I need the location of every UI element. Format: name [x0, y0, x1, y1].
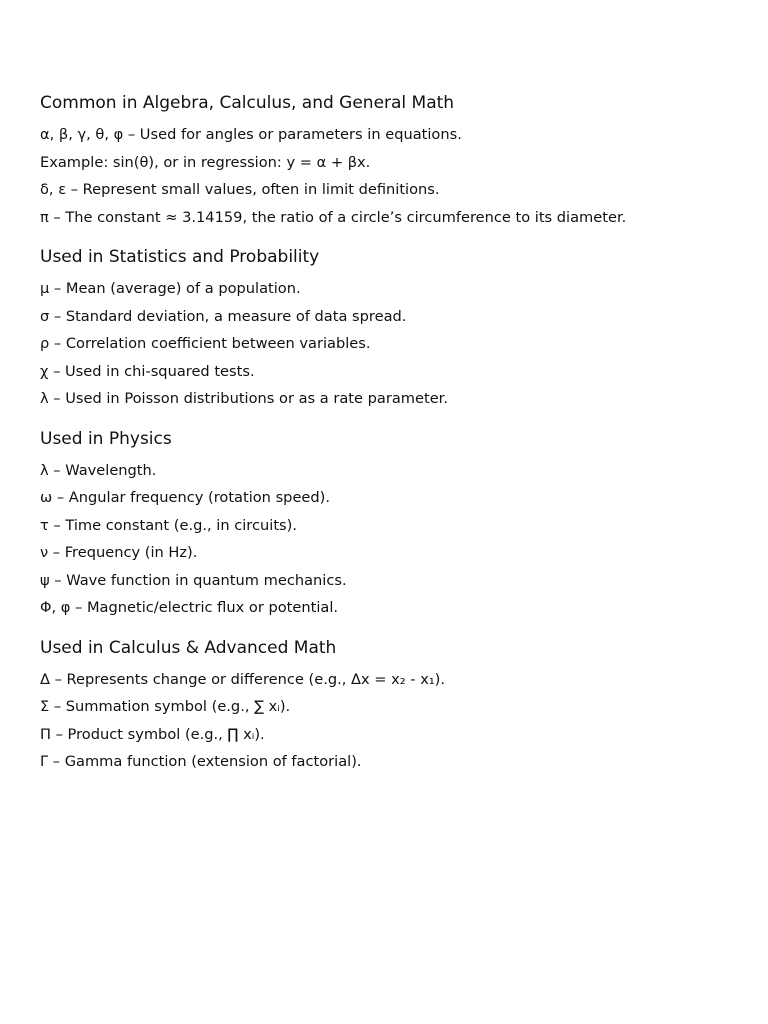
section-title: Used in Calculus & Advanced Math	[40, 637, 337, 658]
section-title: Used in Statistics and Probability	[40, 247, 320, 267]
list-item: μ – Mean (average) of a population.	[40, 280, 301, 297]
list-item: Π – Product symbol (e.g., ∏ xᵢ).	[40, 725, 265, 743]
list-item: χ – Used in chi-squared tests.	[40, 362, 255, 380]
list-item: Σ – Summation symbol (e.g., ∑ xᵢ).	[40, 698, 291, 715]
list-item: ν – Frequency (in Hz).	[40, 544, 198, 561]
list-item: λ – Used in Poisson distributions or as a rate parameter.	[40, 390, 448, 407]
document-page	[40, 91, 738, 790]
section-statistics	[40, 245, 738, 413]
list-item: ρ – Correlation coefficient between variables.	[40, 335, 371, 352]
list-item: τ – Time constant (e.g., in circuits).	[40, 516, 297, 534]
list-item: Φ, φ – Magnetic/electric flux or potential.	[40, 599, 339, 616]
section-advanced-math	[40, 636, 738, 776]
list-item: ω – Angular frequency (rotation speed).	[40, 489, 330, 506]
list-item: Δ – Represents change or difference (e.g., Δx = x₂ - x₁).	[40, 670, 446, 688]
list-item: λ – Wavelength.	[40, 461, 157, 479]
list-item: α, β, γ, θ, φ – Used for angles or parameters in equations.	[40, 126, 462, 143]
section-algebra-calculus	[40, 91, 738, 231]
section-title: Common in Algebra, Calculus, and General Math	[40, 93, 455, 113]
list-item: ψ – Wave function in quantum mechanics.	[40, 571, 347, 589]
list-item: δ, ε – Represent small values, often in limit definitions.	[40, 181, 440, 198]
list-item: Γ – Gamma function (extension of factorial).	[40, 753, 362, 770]
section-physics	[40, 427, 738, 622]
section-title: Used in Physics	[40, 428, 172, 449]
list-item: π – The constant ≈ 3.14159, the ratio of a circle’s circumference to its diameter.	[40, 208, 627, 226]
list-item: σ – Standard deviation, a measure of data spread.	[40, 307, 407, 325]
list-item: Example: sin(θ), or in regression: y = α + βx.	[40, 153, 371, 171]
